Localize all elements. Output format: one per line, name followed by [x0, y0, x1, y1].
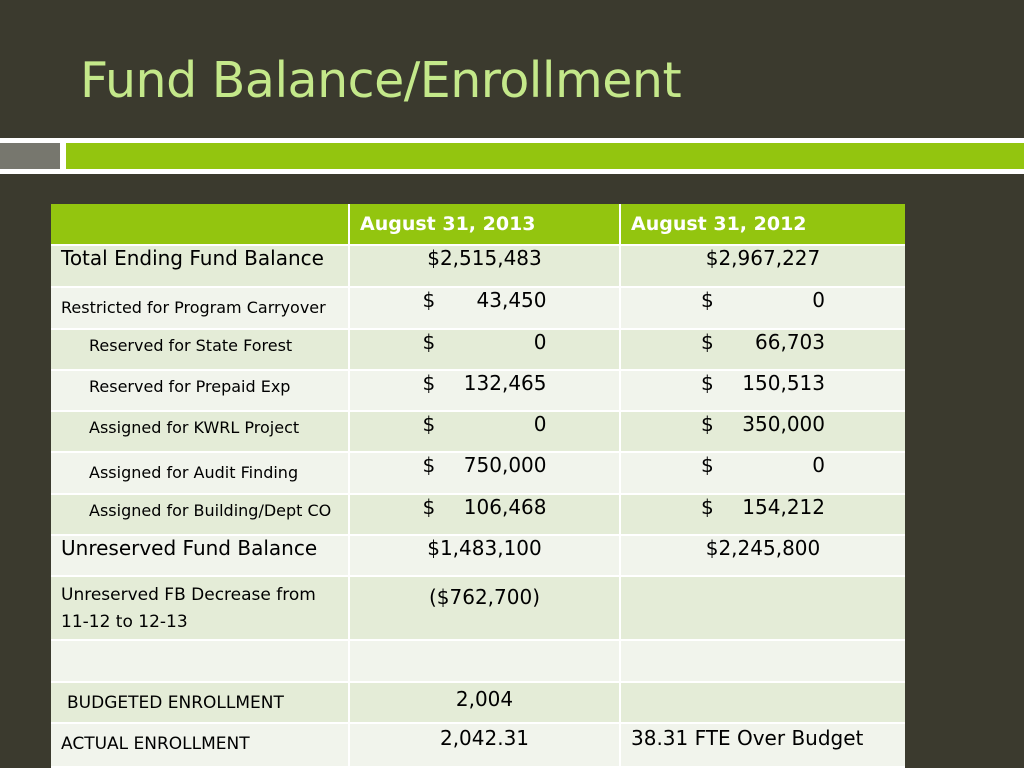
divider-accent-green — [66, 143, 1024, 169]
table-row — [51, 576, 905, 640]
table-row — [51, 640, 905, 682]
header-2013: August 31, 2013 — [349, 204, 620, 245]
value-2012: 0 — [812, 288, 825, 312]
row-label: Reserved for State Forest — [89, 336, 293, 355]
value-2013: 2,004 — [455, 687, 514, 711]
row-label: Unreserved FB Decrease from 11-12 to 12-13 — [61, 585, 316, 632]
fund-balance-table — [51, 204, 905, 768]
divider-accent-gray — [0, 143, 60, 169]
currency-symbol: $ — [701, 453, 714, 477]
table-row — [51, 370, 905, 411]
currency-symbol: $ — [422, 288, 436, 312]
value-2013: 2,042.31 — [439, 726, 530, 750]
header-2012: August 31, 2012 — [620, 204, 905, 245]
value-2012: 66,703 — [755, 330, 825, 354]
value-2012: 0 — [812, 453, 825, 477]
value-2013: 106,468 — [463, 495, 547, 519]
table-row — [51, 245, 905, 287]
value-2013: ($762,700) — [428, 585, 541, 609]
row-label: Assigned for Audit Finding — [89, 463, 299, 482]
table-row — [51, 494, 905, 535]
header-blank — [51, 204, 349, 245]
currency-symbol: $ — [422, 330, 436, 354]
table-row — [51, 329, 905, 370]
row-label: Restricted for Program Carryover — [61, 298, 326, 317]
slide-title: Fund Balance/Enrollment — [80, 52, 682, 109]
currency-symbol: $ — [422, 453, 436, 477]
value-2012: 154,212 — [742, 495, 825, 519]
row-label: Unreserved Fund Balance — [61, 536, 318, 560]
currency-symbol: $ — [422, 412, 436, 436]
row-label: ACTUAL ENROLLMENT — [61, 734, 250, 754]
currency-symbol: $ — [701, 412, 714, 436]
table-row — [51, 682, 905, 723]
value-2013: $2,515,483 — [427, 246, 542, 270]
currency-symbol: $ — [701, 330, 714, 354]
value-2013: 750,000 — [463, 453, 547, 477]
value-2013: 0 — [533, 330, 547, 354]
currency-symbol: $ — [422, 495, 436, 519]
value-2012: 38.31 FTE Over Budget — [631, 726, 864, 750]
table-row — [51, 535, 905, 576]
table-header-row — [51, 204, 905, 245]
currency-symbol: $ — [701, 371, 714, 395]
row-label: BUDGETED ENROLLMENT — [67, 693, 284, 713]
table-row — [51, 287, 905, 329]
value-2012: $2,245,800 — [705, 536, 821, 560]
value-2013: 132,465 — [463, 371, 547, 395]
currency-symbol: $ — [422, 371, 436, 395]
value-2012: 150,513 — [742, 371, 825, 395]
row-label: Total Ending Fund Balance — [61, 246, 324, 270]
table-row — [51, 452, 905, 494]
table-row — [51, 723, 905, 767]
row-label: Reserved for Prepaid Exp — [89, 377, 291, 396]
value-2013: 43,450 — [476, 288, 547, 312]
value-2013: 0 — [533, 412, 547, 436]
row-label: Assigned for Building/Dept CO — [89, 501, 332, 520]
table-row — [51, 411, 905, 452]
row-label: Assigned for KWRL Project — [89, 418, 300, 437]
value-2013: $1,483,100 — [427, 536, 542, 560]
currency-symbol: $ — [701, 495, 714, 519]
currency-symbol: $ — [701, 288, 714, 312]
value-2012: 350,000 — [742, 412, 825, 436]
value-2012: $2,967,227 — [705, 246, 821, 270]
